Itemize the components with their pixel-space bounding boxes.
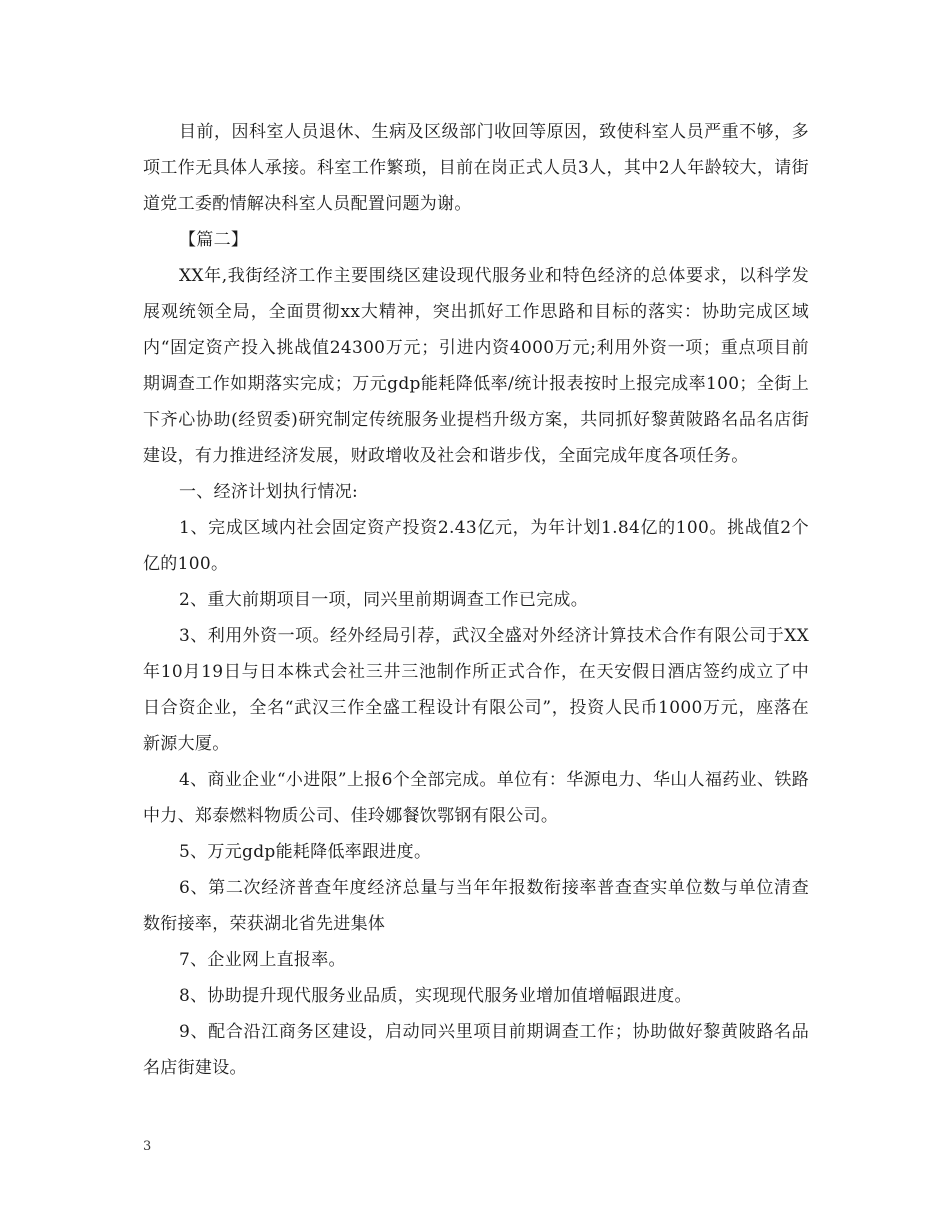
list-item-7: 7、企业网上直报率。 [179,950,346,970]
list-item-6: 6、第二次经济普查年度经济总量与当年年报数衔接率普查查实单位数与单位清查数衔接率，荣获湖北省先进集体 [143,878,809,934]
page-number: 3 [143,1139,152,1154]
list-item-3: 3、利用外资一项。经外经局引荐，武汉全盛对外经济计算技术合作有限公司于XX年10月19日与日本株式会社三井三池制作所正式合作，在天安假日酒店签约成立了中日合资企业，全名“武汉三作全盛工程设计有限公司”，投资人民币1000万元，座落在新源大厦。 [143,626,809,754]
list-item-8: 8、协助提升现代服务业品质，实现现代服务业增加值增幅跟进度。 [179,986,692,1006]
section-heading-part-two: 【篇二】 [179,230,249,250]
list-item-2: 2、重大前期项目一项，同兴里前期调查工作已完成。 [179,590,589,610]
list-item-1: 1、完成区域内社会固定资产投资2.43亿元，为年计划1.84亿的100。挑战值2个亿的100。 [143,518,809,574]
list-item-4: 4、商业企业“小进限”上报6个全部完成。单位有：华源电力、华山人福药业、铁路中力、郑泰燃料物质公司、佳玲娜餐饮鄂钢有限公司。 [143,770,809,826]
list-item-5: 5、万元gdp能耗降低率跟进度。 [179,842,432,862]
document-body [143,114,809,1086]
paragraph-economic-overview: XX年,我街经济工作主要围绕区建设现代服务业和特色经济的总体要求，以科学发展观统领全局，全面贯彻xx大精神，突出抓好工作思路和目标的落实：协助完成区域内“固定资产投入挑战值24300万元；引进内资4000万元;利用外资一项；重点项目前期调查工作如期落实完成；万元gdp能耗降低率/统计报表按时上报完成率100；全街上下齐心协助(经贸委)研究制定传统服务业提档升级方案，共同抓好黎黄陂路名品名店街建设，有力推进经济发展，财政增收及社会和谐步伐，全面完成年度各项任务。 [143,266,809,466]
subsection-heading-plan-execution: 一、经济计划执行情况: [179,482,359,502]
paragraph-staffing-issue: 目前，因科室人员退休、生病及区级部门收回等原因，致使科室人员严重不够，多项工作无具体人承接。科室工作繁琐，目前在岗正式人员3人，其中2人年龄较大，请街道党工委酌情解决科室人员配置问题为谢。 [143,122,809,214]
list-item-9: 9、配合沿江商务区建设，启动同兴里项目前期调查工作；协助做好黎黄陂路名品名店街建设。 [143,1022,809,1078]
